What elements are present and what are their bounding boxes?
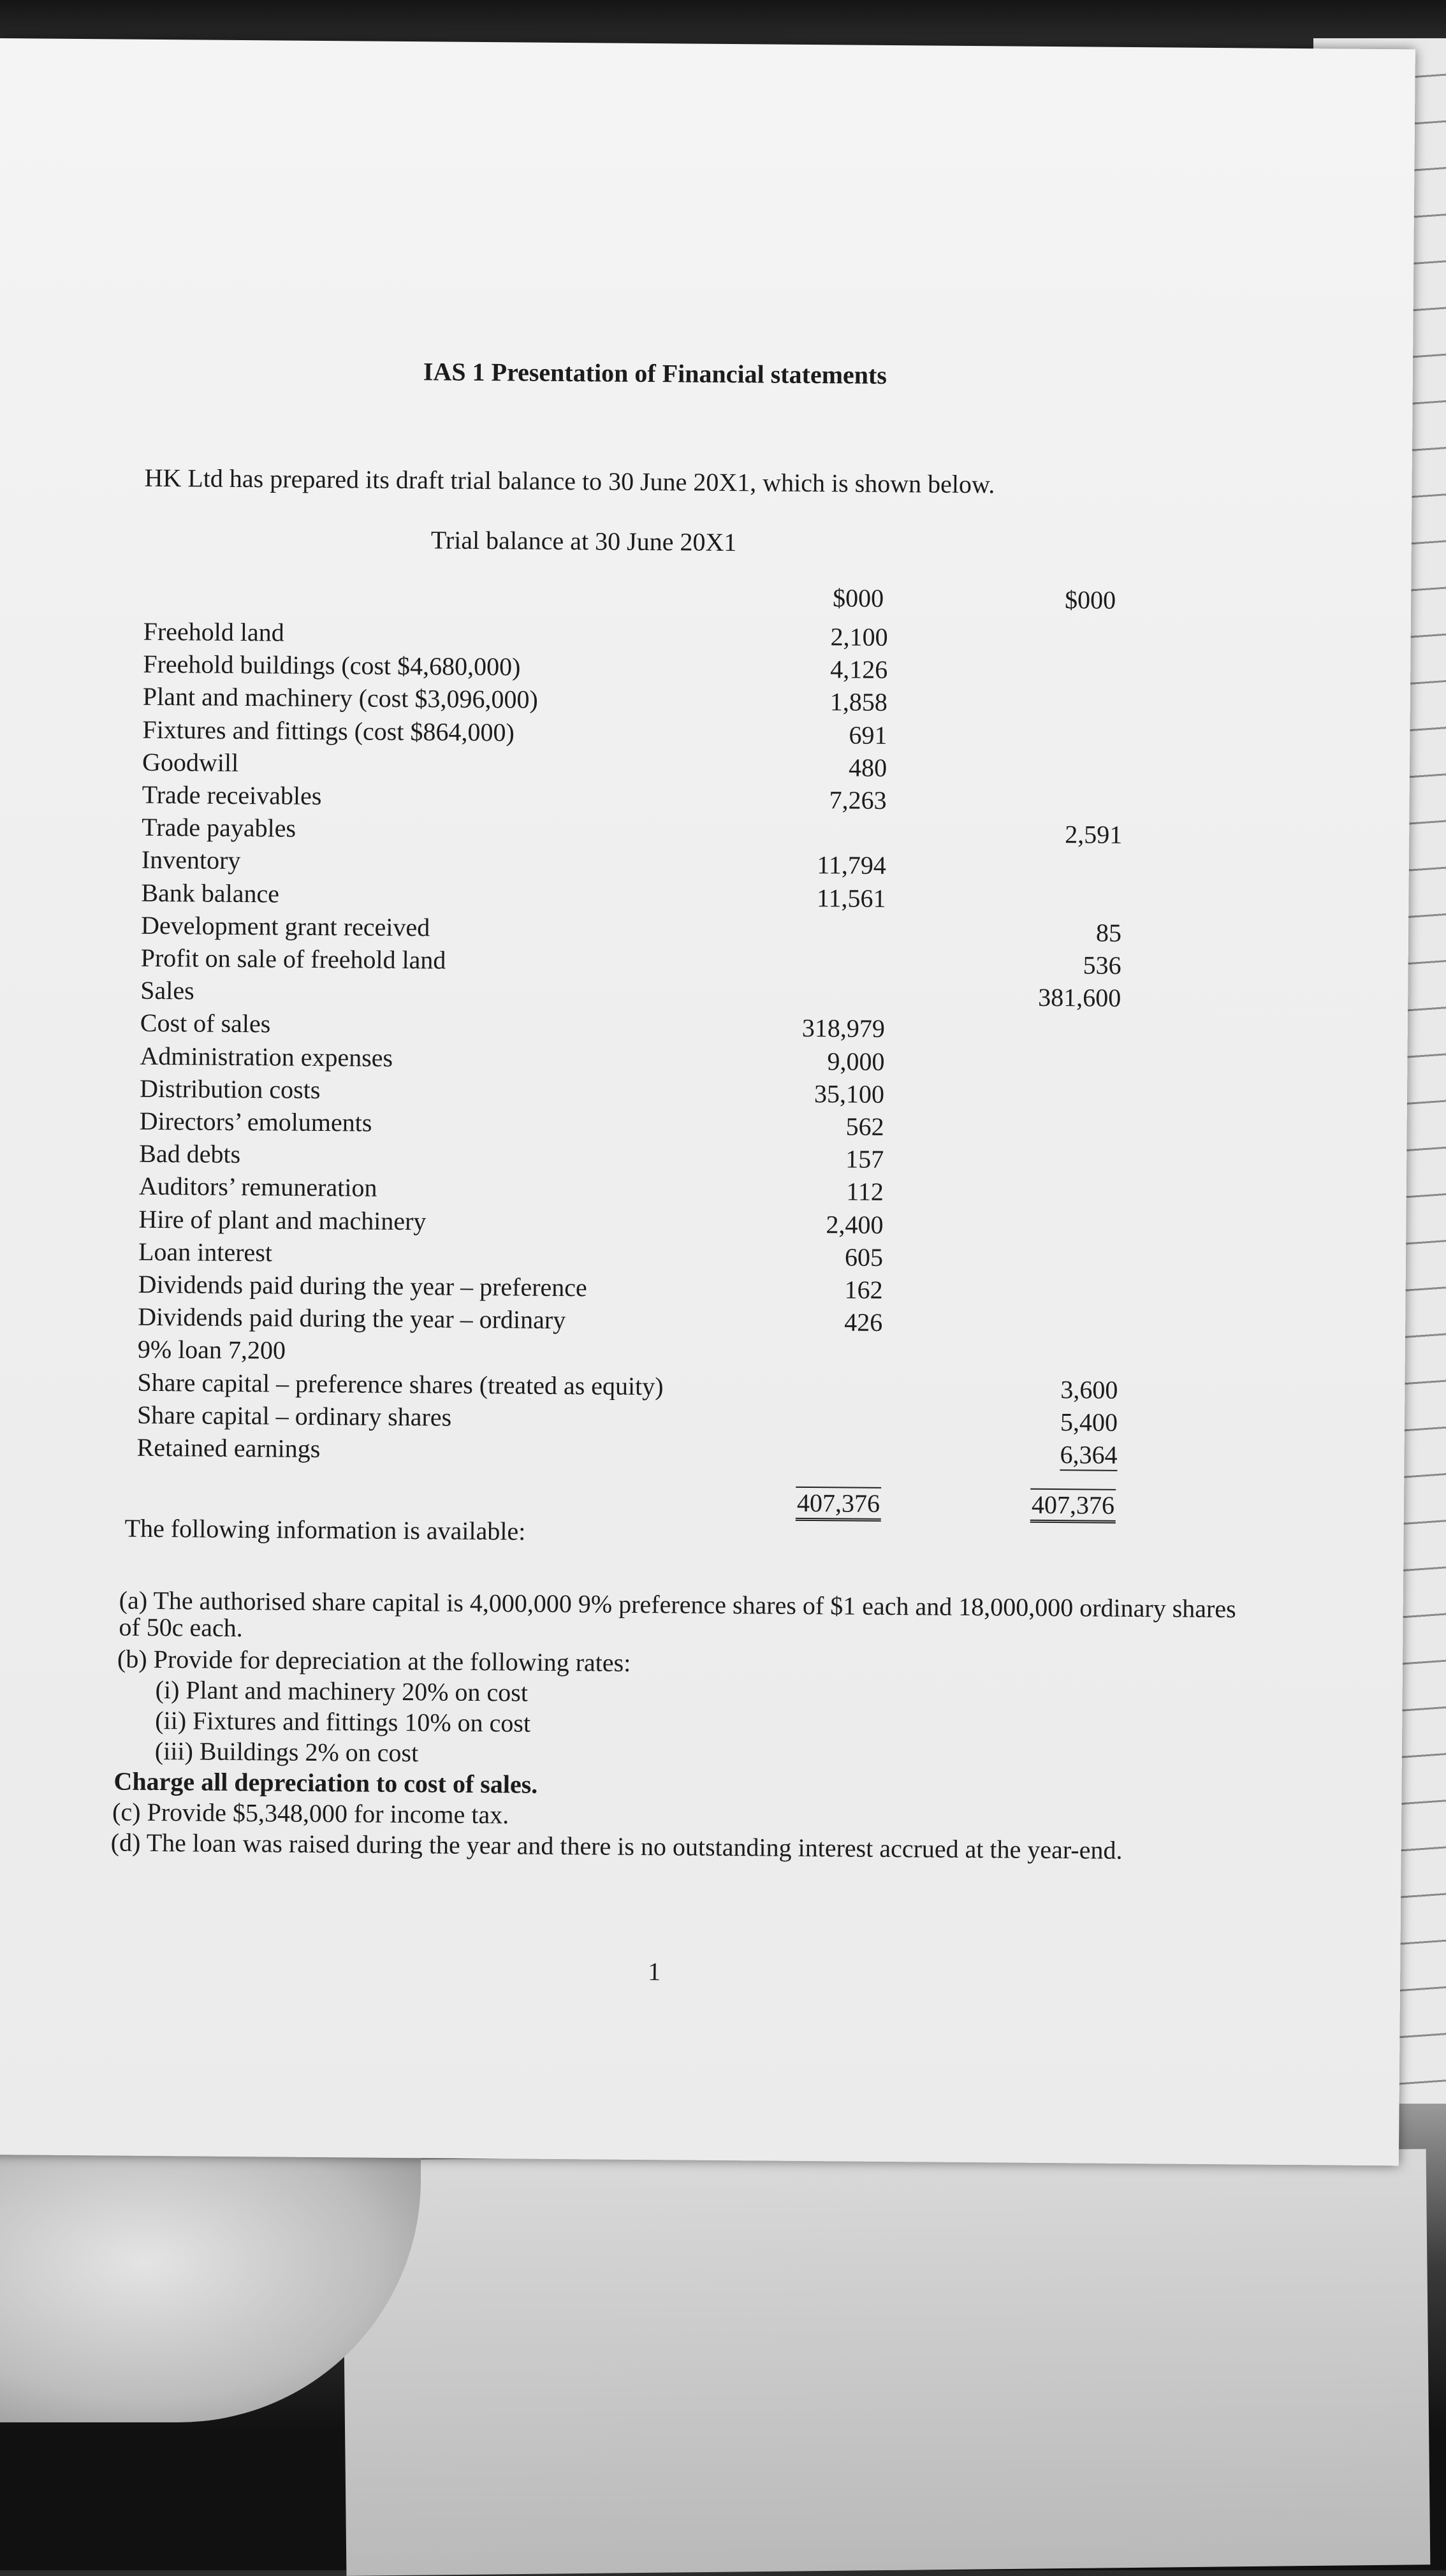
note-b: (b) Provide for depreciation at the following rates: xyxy=(117,1644,631,1677)
row-label: Trade payables xyxy=(142,812,296,843)
row-label: Profit on sale of freehold land xyxy=(140,943,446,975)
row-label: Plant and machinery (cost $3,096,000) xyxy=(142,682,538,715)
row-label: Inventory xyxy=(141,845,241,875)
note-c: (c) Provide $5,348,000 for income tax. xyxy=(112,1797,509,1830)
debit-value: 162 xyxy=(844,1275,883,1304)
debit-value: 691 xyxy=(849,720,887,750)
credit-value: 3,600 xyxy=(1060,1374,1118,1404)
document-title: IAS 1 Presentation of Financial statements xyxy=(423,357,887,389)
row-label: Freehold land xyxy=(143,616,284,647)
debit-value: 1,858 xyxy=(829,687,888,717)
debit-value: 2,400 xyxy=(826,1209,884,1239)
row-label: Bank balance xyxy=(141,878,280,908)
row-label: Bad debts xyxy=(139,1139,241,1169)
debit-value: 157 xyxy=(845,1144,884,1174)
debit-value: 426 xyxy=(844,1307,883,1337)
credit-value: 381,600 xyxy=(1038,983,1121,1013)
credit-value: 6,364 xyxy=(1060,1439,1117,1471)
credit-value: 85 xyxy=(1095,918,1122,947)
credit-column-header: $000 xyxy=(1064,585,1116,615)
document-page xyxy=(0,38,1415,2165)
debit-value: 7,263 xyxy=(829,785,887,815)
debit-value: 2,100 xyxy=(830,622,888,651)
note-charge: Charge all depreciation to cost of sales. xyxy=(113,1766,538,1799)
underlying-page xyxy=(342,2149,1431,2576)
row-label: Hire of plant and machinery xyxy=(138,1204,427,1235)
trial-balance-heading: Trial balance at 30 June 20X1 xyxy=(430,525,737,557)
debit-value: 35,100 xyxy=(814,1079,885,1109)
page-number: 1 xyxy=(648,1957,661,1986)
row-label: Distribution costs xyxy=(139,1073,321,1104)
row-label: Dividends paid during the year – ordinary xyxy=(138,1302,566,1335)
note-b-iii: (iii) Buildings 2% on cost xyxy=(154,1736,419,1768)
row-label: Cost of sales xyxy=(140,1008,271,1038)
intro-text: HK Ltd has prepared its draft trial balance to 30 June 20X1, which is shown below. xyxy=(144,463,995,499)
debit-total: 407,376 xyxy=(796,1487,881,1522)
debit-value: 11,561 xyxy=(816,883,886,913)
debit-value: 11,794 xyxy=(817,850,887,880)
credit-value: 536 xyxy=(1083,950,1121,980)
debit-value: 4,126 xyxy=(830,655,888,685)
credit-value: 2,591 xyxy=(1065,820,1123,850)
row-label: Sales xyxy=(140,975,194,1005)
credit-total: 407,376 xyxy=(1030,1488,1116,1524)
row-label: Retained earnings xyxy=(136,1432,321,1464)
row-label: Freehold buildings (cost $4,680,000) xyxy=(143,649,521,681)
row-label: Directors’ emoluments xyxy=(139,1106,372,1137)
row-label: Development grant received xyxy=(140,910,430,942)
row-label: Dividends paid during the year – preference xyxy=(138,1269,587,1302)
debit-value: 9,000 xyxy=(827,1046,885,1076)
debit-column-header: $000 xyxy=(832,583,884,613)
row-label: Loan interest xyxy=(138,1237,273,1267)
row-label: Share capital – preference shares (treated as equity) xyxy=(137,1367,664,1401)
row-label: Share capital – ordinary shares xyxy=(136,1400,452,1432)
credit-value: 5,400 xyxy=(1060,1407,1118,1437)
row-label: 9% loan 7,200 xyxy=(137,1335,286,1365)
note-b-ii: (ii) Fixtures and fittings 10% on cost xyxy=(155,1705,531,1738)
debit-value: 112 xyxy=(846,1177,884,1207)
debit-value: 318,979 xyxy=(801,1014,886,1044)
photo-top-edge xyxy=(0,0,1446,45)
debit-value: 562 xyxy=(845,1112,884,1141)
row-label: Auditors’ remuneration xyxy=(138,1172,377,1203)
row-label: Goodwill xyxy=(142,747,239,777)
note-d: (d) The loan was raised during the year and there is no outstanding interest accrued at the year-end. xyxy=(110,1828,1123,1865)
row-label: Trade receivables xyxy=(142,780,322,810)
row-label: Fixtures and fittings (cost $864,000) xyxy=(142,715,515,746)
debit-value: 480 xyxy=(848,753,887,782)
row-label: Administration expenses xyxy=(140,1041,393,1072)
info-heading: The following information is available: xyxy=(124,1513,526,1546)
note-a: (a) The authorised share capital is 4,000,000 9% preference shares of $1 each and 18,000,000 ordinary shares of 50c each. xyxy=(119,1585,1236,1643)
note-b-i: (i) Plant and machinery 20% on cost xyxy=(155,1675,529,1707)
debit-value: 605 xyxy=(844,1242,884,1272)
